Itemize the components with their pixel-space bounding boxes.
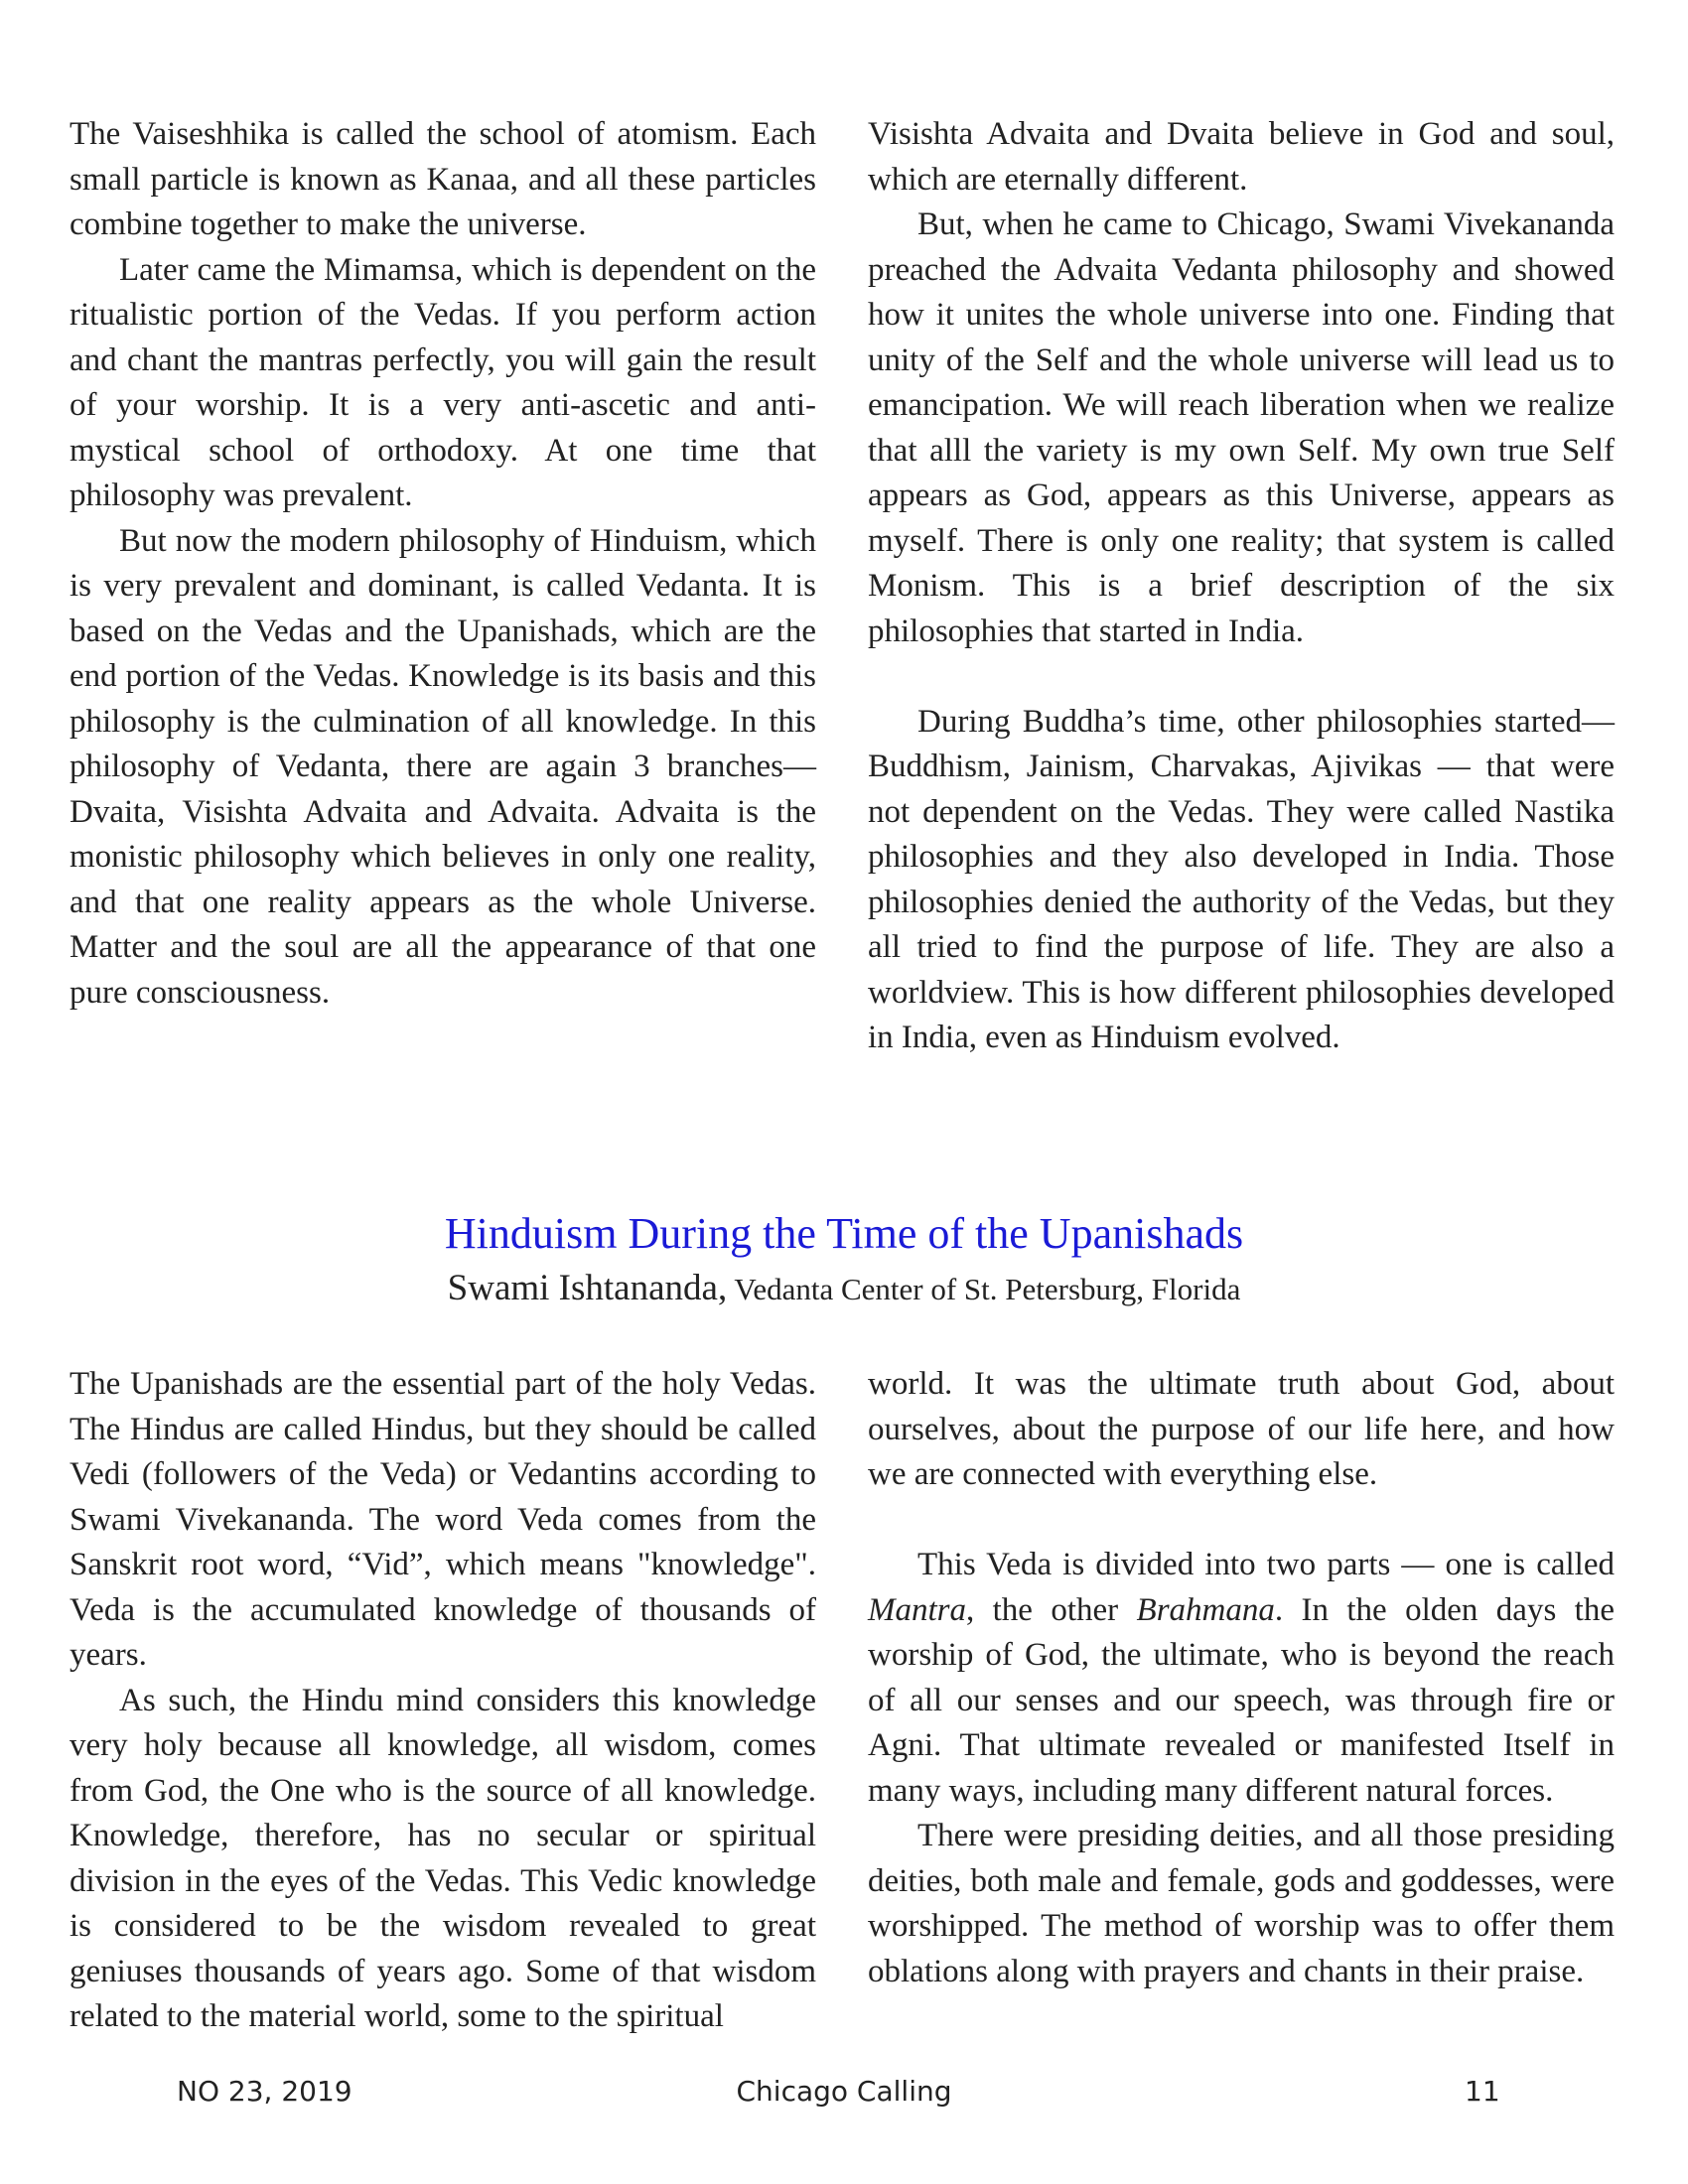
- article-left-column: [70, 1362, 816, 2040]
- article-byline: [0, 1264, 1688, 1320]
- paragraph: [868, 1543, 1615, 1814]
- italic-term-brahmana: Brahmana: [1136, 1591, 1275, 1628]
- paragraph: But, when he came to Chicago, Swami Vivekananda preached the Advaita Vedanta philosophy and showed how it unites the whole universe into one. Finding that unity of the Self and the whole universe will lead us to emancipation. We will reach liberation when we realize that alll the variety is my own Self. My own true Self appears as God, appears as this Universe, appears as myself. There is only one reality; that system is called Monism. This is a brief description of the six philosophies that started in India.: [868, 206, 1615, 649]
- article-title: Hinduism During the Time of the Upanishads: [444, 1209, 1244, 1258]
- italic-term-mantra: Mantra: [868, 1591, 966, 1628]
- article-right-column: [868, 1362, 1615, 1994]
- paragraph: As such, the Hindu mind considers this knowledge very holy because all knowledge, all wisdom, comes from God, the One who is the source of all knowledge. Knowledge, therefore, has no secular or spiritual division in the eyes of the Vedas. This Vedic knowledge is considered to be the wisdom revealed to great geniuses thousands of years ago. Some of that wisdom related to the material world, some to the spiritual: [70, 1682, 816, 2034]
- author-affiliation: Vedanta Center of St. Petersburg, Florida: [727, 1272, 1241, 1306]
- footer-date: NO 23, 2019: [177, 2075, 352, 2108]
- paragraph: During Buddha’s time, other philosophies started—Buddhism, Jainism, Charvakas, Ajivikas — that were not dependent on the Vedas. They were called Nastika philosophies and they also developed in India. Those philosophies denied the authority of the Vedas, but they all tried to find the purpose of life. They are also a worldview. This is how different philosophies developed in India, even as Hinduism evolved.: [868, 703, 1615, 1055]
- page-number: 11: [1465, 2075, 1500, 2108]
- paragraph: There were presiding deities, and all those presiding deities, both male and female, gods and goddesses, were worshipped. The method of worship was to offer them oblations along with prayers and chants in their praise.: [868, 1818, 1615, 1989]
- footer-publication: Chicago Calling: [736, 2075, 952, 2108]
- paragraph: The Vaiseshhika is called the school of atomism. Each small particle is known as Kanaa, and all these particles combine together to make the universe.: [70, 116, 816, 242]
- paragraph: world. It was the ultimate truth about God, about ourselves, about the purpose of our life here, and how we are connected with everything else.: [868, 1366, 1615, 1492]
- text-run: This Veda is divided into two parts — one is called: [917, 1547, 1615, 1582]
- author-name: Swami Ishtananda,: [447, 1268, 728, 1308]
- text-run: . In the olden days the worship of God, the ultimate, who is beyond the reach of all our senses and our speech, was through fire or Agni. That ultimate revealed or manifested Itself in many ways, including many different natural forces.: [868, 1591, 1615, 1809]
- top-right-column: [868, 112, 1615, 1061]
- paragraph: But now the modern philosophy of Hinduism, which is very prevalent and dominant, is called Vedanta. It is based on the Vedas and the Upanishads, which are the end portion of the Vedas. Knowledge is its basis and this philosophy is the culmination of all knowledge. In this philosophy of Vedanta, there are again 3 branches—Dvaita, Visishta Advaita and Advaita. Advaita is the monistic philosophy which believes in only one reality, and that one reality appears as the whole Universe. Matter and the soul are all the appearance of that one pure consciousness.: [70, 522, 816, 1011]
- paragraph: The Upanishads are the essential part of the holy Vedas. The Hindus are called Hindus, but they should be called Vedi (followers of the Veda) or Vedantins according to Swami Vivekananda. The word Veda comes from the Sanskrit root word, “Vid”, which means "knowledge". Veda is the accumulated knowledge of thousands of years.: [70, 1366, 816, 1673]
- top-left-column: [70, 112, 816, 1016]
- paragraph: Later came the Mimamsa, which is dependent on the ritualistic portion of the Vedas. If you perform action and chant the mantras perfectly, you will gain the result of your worship. It is a very anti-ascetic and anti-mystical school of orthodoxy. At one time that philosophy was prevalent.: [70, 251, 816, 513]
- text-run: , the other: [966, 1591, 1137, 1628]
- paragraph: Visishta Advaita and Dvaita believe in God and soul, which are eternally different.: [868, 116, 1615, 198]
